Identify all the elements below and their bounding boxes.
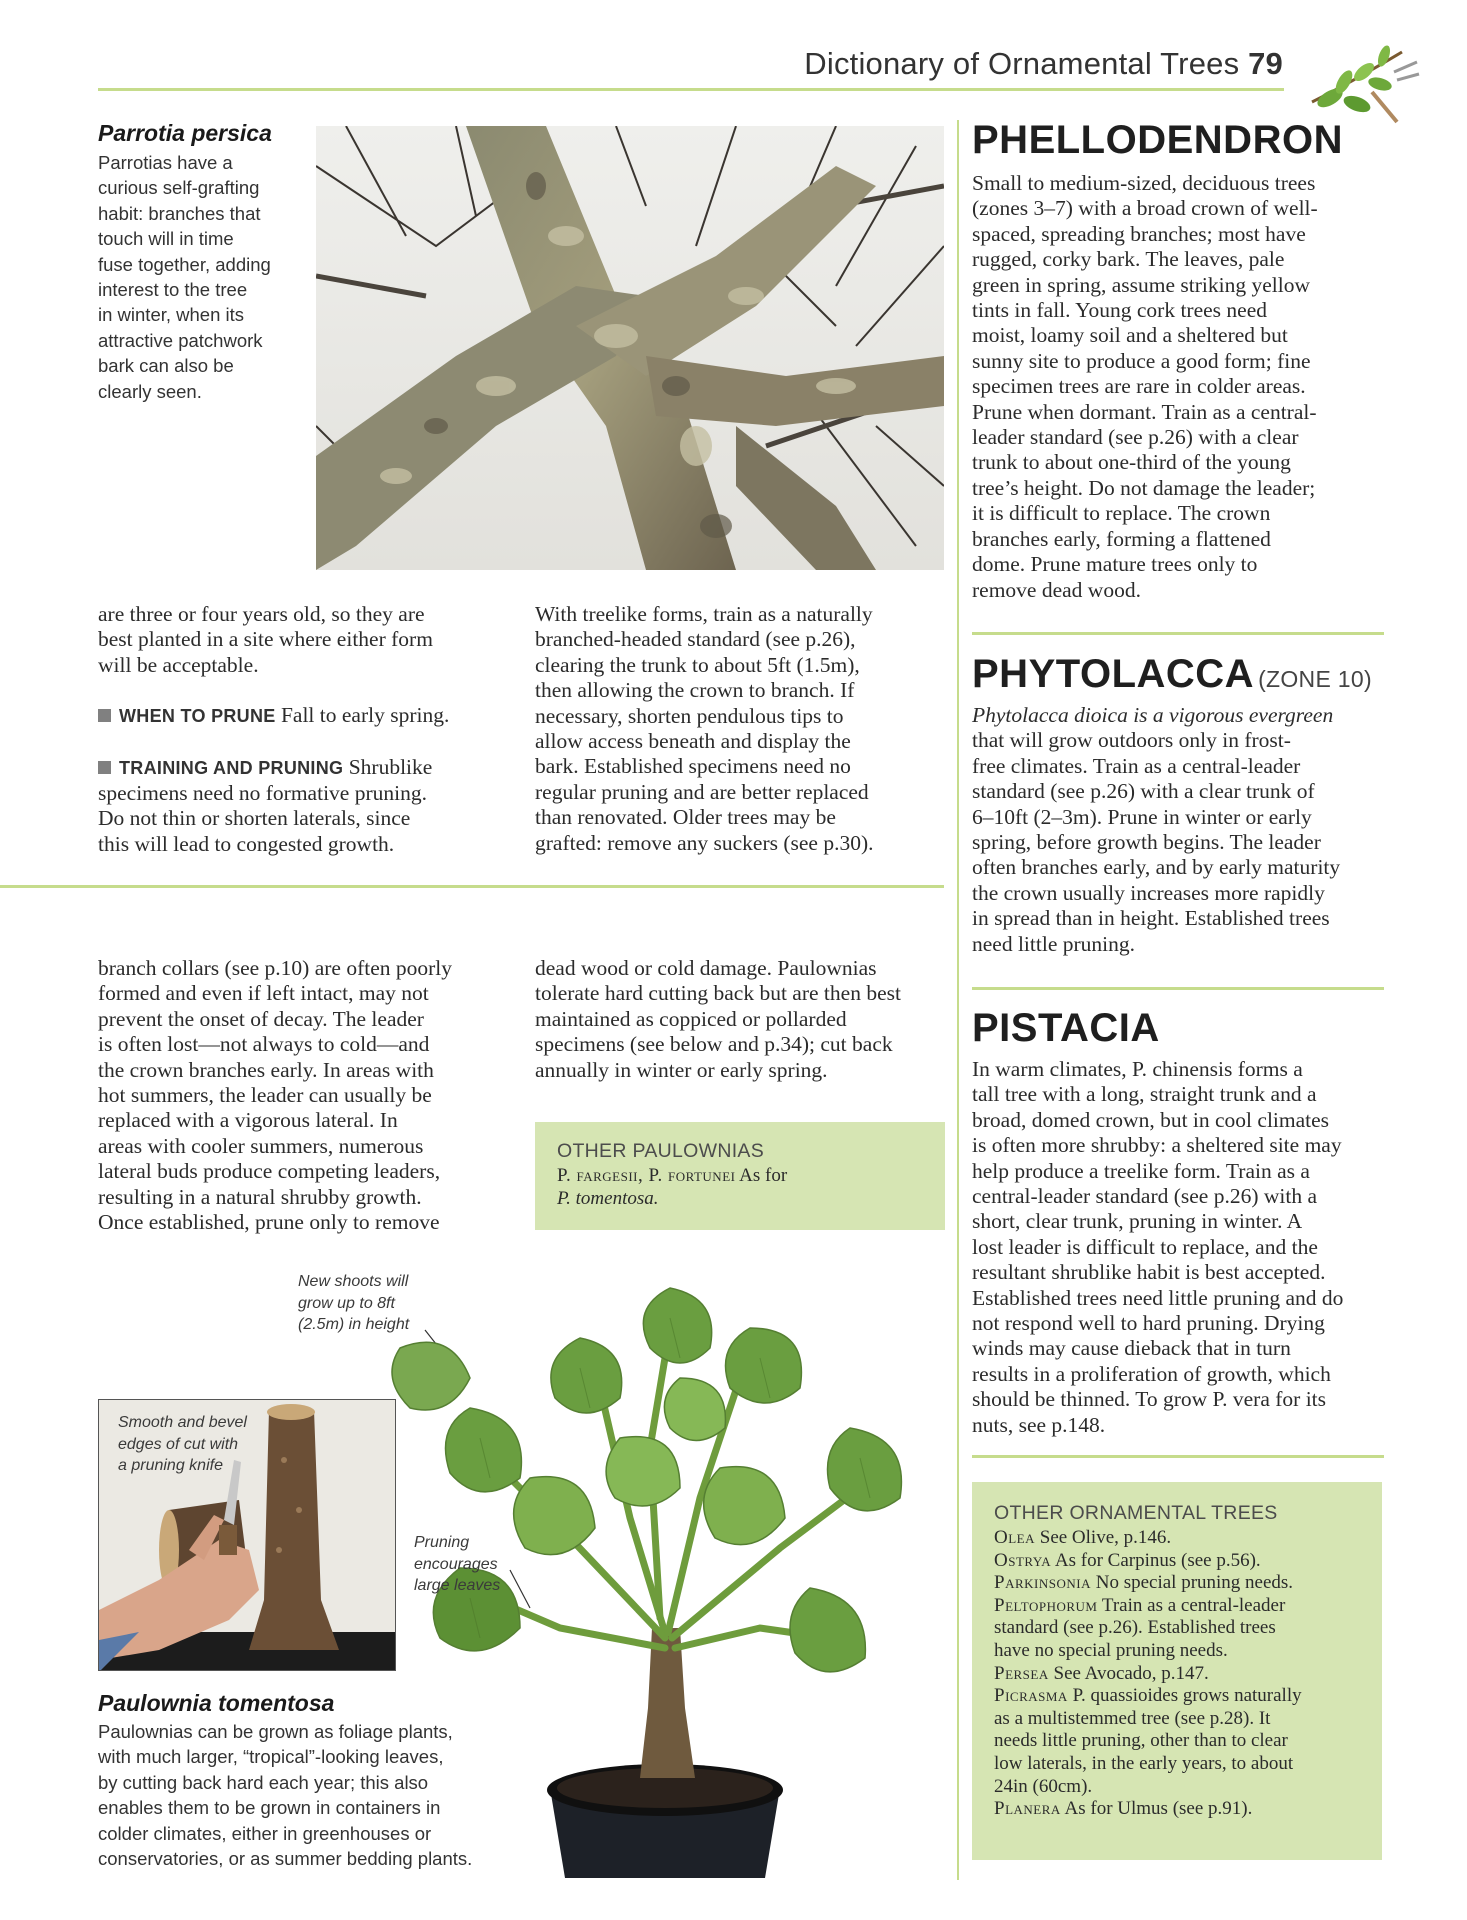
text-line: it is difficult to replace. The crown bbox=[972, 501, 1271, 526]
caption-line: fuse together, adding bbox=[98, 253, 271, 275]
tree-text: No special pruning needs. bbox=[1095, 1572, 1294, 1594]
tree-text: As for Carpinus (see p.56). bbox=[1054, 1549, 1261, 1571]
text-line: tall tree with a long, straight trunk and a bbox=[972, 1082, 1317, 1107]
other-tree-row bbox=[994, 1663, 1360, 1686]
other-trees-list bbox=[994, 1527, 1360, 1821]
text-line: short, clear trunk, pruning in winter. A bbox=[972, 1209, 1303, 1234]
annotation-line: grow up to 8ft bbox=[298, 1294, 395, 1312]
text-line: need little pruning. bbox=[972, 931, 1136, 956]
annotation-line: a pruning knife bbox=[118, 1457, 223, 1475]
caption-line: touch will in time bbox=[98, 228, 234, 250]
text-line: resultant shrublike habit is best accepted. bbox=[972, 1260, 1326, 1285]
annotation-line: Smooth and bevel bbox=[118, 1414, 247, 1431]
caption-line: clearly seen. bbox=[98, 380, 202, 402]
tree-text: standard (see p.26). Established trees bbox=[994, 1617, 1276, 1639]
phytolacca-zone: (ZONE 10) bbox=[1258, 666, 1372, 692]
caption-line: enables them to be grown in containers in bbox=[98, 1797, 441, 1819]
annotation-line: New shoots will bbox=[298, 1273, 409, 1290]
text-line: lateral buds produce competing leaders, bbox=[98, 1159, 441, 1184]
column-divider bbox=[957, 120, 959, 1880]
paulownia-col1-text bbox=[98, 956, 498, 1235]
annotation-pruning-knife bbox=[118, 1412, 288, 1477]
phytolacca-body bbox=[972, 703, 1384, 957]
text-line: standard (see p.26) with a clear trunk of bbox=[972, 779, 1315, 804]
text-line: replaced with a vigorous lateral. In bbox=[98, 1108, 398, 1133]
annotation-line: encourages bbox=[414, 1555, 498, 1573]
parrotia-caption-title: Parrotia persica bbox=[98, 120, 272, 146]
other-ornamental-trees-box bbox=[972, 1482, 1382, 1860]
header-rule bbox=[98, 88, 1284, 91]
text-line: central-leader standard (see p.26) with a bbox=[972, 1184, 1318, 1209]
when-to-prune-text: Fall to early spring. bbox=[280, 703, 450, 728]
text-line: resulting in a natural shrubby growth. bbox=[98, 1184, 422, 1209]
text-line: Once established, prune only to remove bbox=[98, 1210, 440, 1235]
text-line: dome. Prune mature trees only to bbox=[972, 552, 1258, 577]
other-tree-row bbox=[994, 1527, 1360, 1550]
section-divider bbox=[972, 987, 1384, 990]
text-line: help produce a treelike form. Train as a bbox=[972, 1158, 1310, 1183]
text-line: grafted: remove any suckers (see p.30). bbox=[535, 830, 874, 855]
tree-name: Persea bbox=[994, 1662, 1049, 1684]
text-line: tree’s height. Do not damage the leader; bbox=[972, 475, 1316, 500]
text-line: branches early, forming a flattened bbox=[972, 526, 1271, 551]
tree-text: low laterals, in the early years, to about bbox=[994, 1752, 1294, 1774]
caption-line: bark can also be bbox=[98, 355, 234, 377]
text-line: rugged, corky bark. The leaves, pale bbox=[972, 247, 1285, 272]
text-line: moist, loamy soil and a sheltered but bbox=[972, 323, 1288, 348]
other-tree-row bbox=[994, 1550, 1360, 1573]
text-line: lost leader is difficult to replace, and the bbox=[972, 1234, 1318, 1259]
when-to-prune-label: WHEN TO PRUNE bbox=[119, 706, 276, 727]
text-line: winds may cause dieback that in turn bbox=[972, 1336, 1291, 1361]
tree-name: Picrasma bbox=[994, 1685, 1068, 1707]
paulownia-col2-text bbox=[535, 956, 945, 1083]
caption-line: habit: branches that bbox=[98, 202, 261, 224]
text-line: spaced, spreading branches; most have bbox=[972, 221, 1306, 246]
text-line: spring, before growth begins. The leader bbox=[972, 830, 1321, 855]
other-paulownias-names: P. fargesii, P. fortunei bbox=[557, 1165, 736, 1186]
text-line: clearing the trunk to about 5ft (1.5m), bbox=[535, 652, 860, 677]
other-tree-row bbox=[994, 1572, 1360, 1595]
caption-line: with much larger, “tropical”-looking leaves, bbox=[98, 1746, 444, 1768]
text-line: this will lead to congested growth. bbox=[98, 831, 395, 856]
text-line: often branches early, and by early maturity bbox=[972, 855, 1341, 880]
tree-text: have no special pruning needs. bbox=[994, 1639, 1228, 1661]
text-line: maintained as coppiced or pollarded bbox=[535, 1006, 847, 1031]
section-divider bbox=[972, 1455, 1384, 1458]
phytolacca-heading: PHYTOLACCA bbox=[972, 652, 1255, 696]
when-to-prune-row bbox=[98, 703, 498, 729]
section-divider bbox=[0, 885, 944, 888]
text-line: dead wood or cold damage. Paulownias bbox=[535, 956, 877, 980]
text-line: With treelike forms, train as a naturally bbox=[535, 602, 873, 626]
text-line: tints in fall. Young cork trees need bbox=[972, 298, 1267, 323]
other-tree-row bbox=[994, 1776, 1360, 1799]
other-tree-row bbox=[994, 1617, 1360, 1640]
text-line: branched-headed standard (see p.26), bbox=[535, 627, 856, 652]
other-tree-row bbox=[994, 1753, 1360, 1776]
text-line: specimens need no formative pruning. bbox=[98, 781, 427, 806]
parrotia-caption-body bbox=[98, 150, 298, 404]
other-paulownias-body bbox=[557, 1165, 923, 1210]
text-line: hot summers, the leader can usually be bbox=[98, 1083, 432, 1108]
text-line: Phytolacca dioica is a vigorous evergreen bbox=[972, 703, 1334, 727]
other-paulownias-title: OTHER PAULOWNIAS bbox=[557, 1140, 765, 1162]
other-paulownias-text-2: P. tomentosa. bbox=[557, 1187, 659, 1209]
annotation-large-leaves bbox=[414, 1532, 524, 1597]
text-line: that will grow outdoors only in frost- bbox=[972, 728, 1291, 753]
bullet-square-icon bbox=[98, 709, 111, 722]
other-tree-row bbox=[994, 1685, 1360, 1708]
tree-text: 24in (60cm). bbox=[994, 1775, 1093, 1797]
text-line: remove dead wood. bbox=[972, 577, 1141, 602]
tree-text: P. quassioides grows naturally bbox=[1072, 1685, 1302, 1707]
other-paulownias-line bbox=[557, 1165, 923, 1188]
text-line: are three or four years old, so they are bbox=[98, 602, 425, 626]
training-pruning-label: TRAINING AND PRUNING bbox=[119, 757, 344, 778]
text-line: Small to medium-sized, deciduous trees bbox=[972, 171, 1316, 195]
training-pruning-row bbox=[98, 755, 498, 781]
text-line: nuts, see p.148. bbox=[972, 1412, 1106, 1437]
text-line: is often lost—not always to cold—and bbox=[98, 1032, 430, 1057]
paulownia-caption-title: Paulownia tomentosa bbox=[98, 1690, 335, 1716]
paulownia-caption-body bbox=[98, 1719, 508, 1871]
parrotia-bark-photo bbox=[316, 126, 944, 570]
text-line: necessary, shorten pendulous tips to bbox=[535, 703, 844, 728]
parrotia-col1-text bbox=[98, 602, 498, 857]
text-line: specimen trees are rare in colder areas. bbox=[972, 374, 1306, 399]
text-line: broad, domed crown, but in cool climates bbox=[972, 1107, 1330, 1132]
text-line: best planted in a site where either form bbox=[98, 627, 433, 652]
tree-name: Peltophorum bbox=[994, 1594, 1098, 1616]
other-paulownias-text: As for bbox=[739, 1165, 788, 1186]
section-divider bbox=[972, 632, 1384, 635]
caption-line: interest to the tree bbox=[98, 279, 248, 301]
tree-name: Ostrya bbox=[994, 1549, 1052, 1571]
other-tree-row bbox=[994, 1708, 1360, 1731]
tree-text: See Olive, p.146. bbox=[1039, 1527, 1172, 1548]
page-header-title bbox=[804, 46, 1283, 82]
annotation-line: Pruning bbox=[414, 1534, 470, 1551]
text-line: trunk to about one-third of the young bbox=[972, 450, 1291, 475]
text-line: (zones 3–7) with a broad crown of well- bbox=[972, 196, 1318, 221]
text-line: then allowing the crown to branch. If bbox=[535, 678, 855, 703]
pistacia-body bbox=[972, 1057, 1384, 1438]
parrotia-col2-text bbox=[535, 602, 945, 856]
phellodendron-heading: PHELLODENDRON bbox=[972, 118, 1343, 162]
text-line: free climates. Train as a central-leader bbox=[972, 753, 1301, 778]
header-title-text: Dictionary of Ornamental Trees bbox=[804, 46, 1240, 81]
text-line: specimens (see below and p.34); cut back bbox=[535, 1032, 893, 1057]
bullet-square-icon bbox=[98, 761, 111, 774]
text-line: in spread than in height. Established trees bbox=[972, 906, 1330, 931]
caption-line: Parrotias have a bbox=[98, 152, 233, 173]
text-line: bark. Established specimens need no bbox=[535, 754, 851, 779]
phellodendron-body bbox=[972, 171, 1384, 603]
text-line: is often more shrubby: a sheltered site may bbox=[972, 1133, 1342, 1158]
caption-line: by cutting back hard each year; this also bbox=[98, 1771, 429, 1793]
annotation-line: (2.5m) in height bbox=[298, 1316, 410, 1334]
text-line: 6–10ft (2–3m). Prune in winter or early bbox=[972, 804, 1312, 829]
pistacia-heading: PISTACIA bbox=[972, 1006, 1160, 1050]
text-line: not respond well to hard pruning. Drying bbox=[972, 1311, 1325, 1336]
tree-text: as a multistemmed tree (see p.28). It bbox=[994, 1707, 1271, 1729]
text-line: Do not thin or shorten laterals, since bbox=[98, 806, 411, 831]
tree-text: needs little pruning, other than to clear bbox=[994, 1730, 1288, 1752]
text-line: Prune when dormant. Train as a central- bbox=[972, 399, 1317, 424]
text-line: should be thinned. To grow P. vera for its bbox=[972, 1387, 1327, 1412]
text-line: regular pruning and are better replaced bbox=[535, 779, 869, 804]
annotation-line: large leaves bbox=[414, 1577, 501, 1595]
phellodendron-entry bbox=[972, 118, 1384, 603]
caption-line: Paulownias can be grown as foliage plants, bbox=[98, 1721, 453, 1742]
other-tree-row bbox=[994, 1640, 1360, 1663]
tree-name: Planera bbox=[994, 1798, 1061, 1820]
other-tree-row bbox=[994, 1798, 1360, 1821]
text-line: tolerate hard cutting back but are then best bbox=[535, 981, 901, 1006]
text-line: leader standard (see p.26) with a clear bbox=[972, 425, 1299, 450]
paulownia-photo-caption bbox=[98, 1690, 508, 1871]
tree-name: Parkinsonia bbox=[994, 1572, 1091, 1594]
text-line: green in spring, assume striking yellow bbox=[972, 272, 1310, 297]
text-line: sunny site to produce a good form; fine bbox=[972, 348, 1311, 373]
text-line: will be acceptable. bbox=[98, 652, 259, 677]
annotation-line: edges of cut with bbox=[118, 1435, 239, 1453]
text-line: formed and even if left intact, may not bbox=[98, 981, 429, 1006]
caption-line: attractive patchwork bbox=[98, 329, 263, 351]
page-number: 79 bbox=[1248, 46, 1283, 81]
tree-text: Train as a central-leader bbox=[1101, 1594, 1286, 1616]
other-paulownias-box bbox=[535, 1122, 945, 1230]
tree-text: As for Ulmus (see p.91). bbox=[1064, 1798, 1253, 1820]
text-line: than renovated. Older trees may be bbox=[535, 805, 836, 830]
leaf-sprig-icon bbox=[1302, 32, 1422, 132]
tree-name: Olea bbox=[994, 1527, 1035, 1548]
other-tree-row bbox=[994, 1595, 1360, 1618]
tree-text: See Avocado, p.147. bbox=[1053, 1662, 1209, 1684]
caption-line: colder climates, either in greenhouses or bbox=[98, 1822, 432, 1844]
pistacia-entry bbox=[972, 1006, 1384, 1438]
caption-line: in winter, when its bbox=[98, 304, 245, 326]
text-line: the crown usually increases more rapidly bbox=[972, 880, 1325, 905]
phytolacca-heading-row bbox=[972, 652, 1384, 697]
caption-line: curious self-grafting bbox=[98, 177, 260, 199]
parrotia-photo-caption bbox=[98, 120, 298, 404]
caption-line: conservatories, or as summer bedding plants. bbox=[98, 1848, 473, 1870]
text-line: branch collars (see p.10) are often poorly bbox=[98, 956, 453, 980]
other-tree-row bbox=[994, 1730, 1360, 1753]
text-line: Established trees need little pruning and do bbox=[972, 1285, 1344, 1310]
text-line: In warm climates, P. chinensis forms a bbox=[972, 1057, 1303, 1081]
text-line: prevent the onset of decay. The leader bbox=[98, 1006, 424, 1031]
text-line: areas with cooler summers, numerous bbox=[98, 1133, 424, 1158]
text-line: the crown branches early. In areas with bbox=[98, 1057, 434, 1082]
text-line: results in a proliferation of growth, which bbox=[972, 1361, 1331, 1386]
other-trees-title: OTHER ORNAMENTAL TREES bbox=[994, 1502, 1278, 1524]
text-line: Shrublike bbox=[348, 754, 433, 779]
phytolacca-entry bbox=[972, 652, 1384, 957]
text-line: annually in winter or early spring. bbox=[535, 1057, 828, 1082]
text-line: allow access beneath and display the bbox=[535, 729, 851, 754]
